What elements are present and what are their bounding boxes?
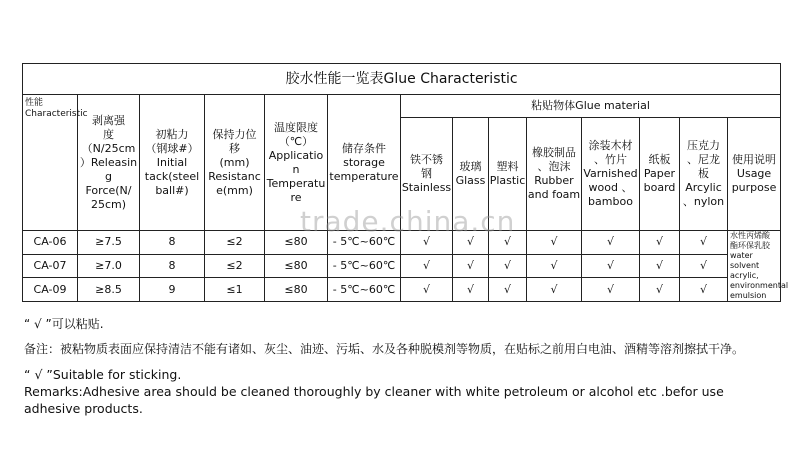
tack-cell: 9 [140, 278, 205, 302]
usage-purpose-cell: 水性丙烯酸 酯环保乳胶 water solvent acrylic, environmental emulsion [728, 231, 781, 302]
storage-cell: - 5℃~60℃ [328, 231, 401, 255]
check-note-cn: “ √ ”可以粘贴. [24, 317, 104, 331]
col-usage-purpose: 使用说明 Usage purpose [728, 118, 781, 231]
check-mark: √ [582, 254, 640, 278]
hold-cell: ≤2 [205, 231, 265, 255]
model-cell: CA-06 [23, 231, 78, 255]
check-mark: √ [527, 231, 582, 255]
peel-cell: ≥7.0 [78, 254, 140, 278]
storage-cell: - 5℃~60℃ [328, 254, 401, 278]
check-mark: √ [640, 231, 680, 255]
check-mark: √ [401, 231, 453, 255]
col-material-acrylic-nylon: 压克力 、尼龙 板 Arcylic 、nylon [680, 118, 728, 231]
tack-cell: 8 [140, 231, 205, 255]
check-mark: √ [453, 254, 489, 278]
notes-section [24, 316, 784, 417]
table-title: 胶水性能一览表Glue Characteristic [23, 64, 781, 95]
check-mark: √ [453, 231, 489, 255]
tack-cell: 8 [140, 254, 205, 278]
table-row [23, 231, 781, 255]
check-mark: √ [640, 278, 680, 302]
watermark: trade.china.cn [300, 205, 516, 238]
check-note-en: “ √ ”Suitable for sticking. [24, 367, 182, 382]
col-initial-tack: 初粘力 （钢球#） Initial tack(steel ball#) [140, 95, 205, 231]
check-mark: √ [680, 231, 728, 255]
col-material-stainless: 铁不锈 钢 Stainless [401, 118, 453, 231]
peel-cell: ≥8.5 [78, 278, 140, 302]
col-material-glass: 玻璃 Glass [453, 118, 489, 231]
check-mark: √ [527, 254, 582, 278]
check-mark: √ [527, 278, 582, 302]
corner-header: 性能 Characteristic [23, 95, 78, 231]
col-material-paper-board: 纸板 Paper board [640, 118, 680, 231]
hold-cell: ≤1 [205, 278, 265, 302]
check-mark: √ [680, 278, 728, 302]
glue-material-group-header: 粘贴物体Glue material [401, 95, 781, 118]
col-holding-resistance: 保持力位 移 (mm) Resistanc e(mm) [205, 95, 265, 231]
model-cell: CA-09 [23, 278, 78, 302]
check-mark: √ [401, 278, 453, 302]
temp-cell: ≤80 [265, 254, 328, 278]
col-material-rubber-foam: 橡胶制品 、泡沫 Rubber and foam [527, 118, 582, 231]
glue-characteristic-table-frame [22, 63, 789, 313]
check-mark: √ [489, 254, 527, 278]
temp-cell: ≤80 [265, 278, 328, 302]
check-mark: √ [582, 278, 640, 302]
col-material-plastic: 塑料 Plastic [489, 118, 527, 231]
check-mark: √ [489, 278, 527, 302]
table-row [23, 278, 781, 302]
check-mark: √ [582, 231, 640, 255]
check-mark: √ [680, 254, 728, 278]
remark-cn: 备注：被粘物质表面应保持清洁不能有诸如、灰尘、油迹、污垢、水及各种脱模剂等物质，在贴标之前用白电油、酒精等溶剂擦拭干净。 [24, 342, 745, 356]
remark-en: Remarks:Adhesive area should be cleaned thoroughly by cleaner with white petroleum or alcohol etc .befor use adhesive products. [24, 384, 724, 416]
col-storage-temperature: 储存条件 storage temperature [328, 95, 401, 231]
check-mark: √ [489, 231, 527, 255]
peel-cell: ≥7.5 [78, 231, 140, 255]
storage-cell: - 5℃~60℃ [328, 278, 401, 302]
check-mark: √ [453, 278, 489, 302]
model-cell: CA-07 [23, 254, 78, 278]
temp-cell: ≤80 [265, 231, 328, 255]
check-mark: √ [401, 254, 453, 278]
table-row [23, 254, 781, 278]
col-material-varnished-wood: 涂装木材 、竹片 Varnished wood 、 bamboo [582, 118, 640, 231]
check-mark: √ [640, 254, 680, 278]
col-peel-force: 剥离强 度 （N/25cm ）Releasin g Force(N/ 25cm) [78, 95, 140, 231]
glue-characteristic-table [22, 63, 789, 302]
hold-cell: ≤2 [205, 254, 265, 278]
col-application-temperature: 温度限度 （℃） Applicatio n Temperatu re [265, 95, 328, 231]
